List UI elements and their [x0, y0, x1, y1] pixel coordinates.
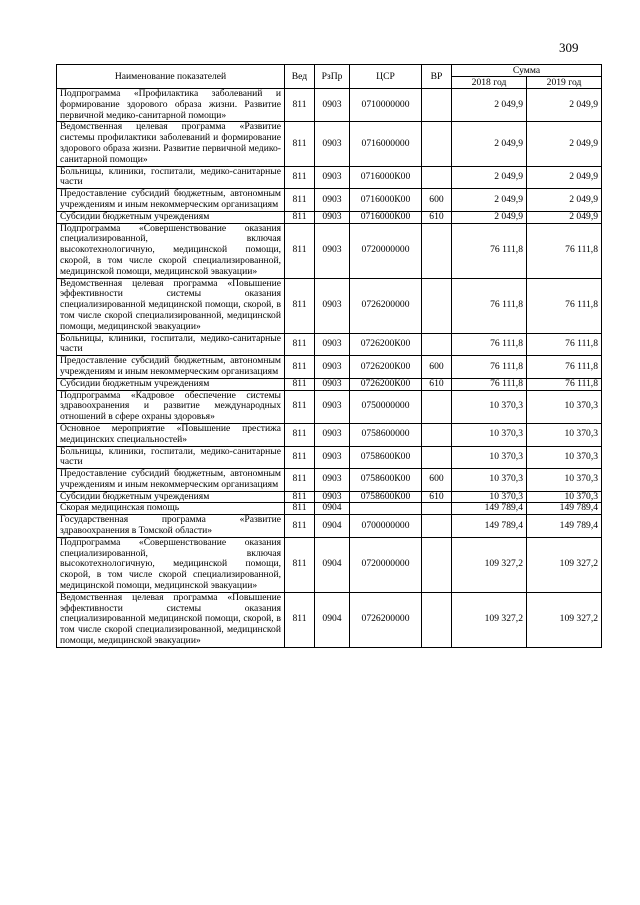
table-row	[57, 446, 602, 469]
cell-rzpr: 0903	[315, 333, 350, 356]
cell-vr: 610	[422, 211, 452, 223]
cell-csr: 0758600000	[350, 423, 422, 446]
cell-name: Ведомственная целевая программа «Повышение эффективности системы оказания специализированной медицинской помощи, скорой, в том числе скорой специализированной, медицинской помощи, медицинской эвакуации»	[57, 278, 285, 333]
cell-rzpr: 0903	[315, 423, 350, 446]
cell-name: Подпрограмма «Кадровое обеспечение системы здравоохранения и развитие международных отношений в сфере охраны здоровья»	[57, 390, 285, 423]
cell-2018: 10 370,3	[452, 390, 527, 423]
cell-2018: 76 111,8	[452, 356, 527, 379]
cell-rzpr: 0903	[315, 469, 350, 492]
cell-rzpr: 0903	[315, 166, 350, 189]
cell-2019: 76 111,8	[527, 356, 602, 379]
header-vr: ВР	[422, 65, 452, 89]
cell-name: Субсидии бюджетным учреждениям	[57, 378, 285, 390]
cell-vr: 610	[422, 378, 452, 390]
cell-2019: 76 111,8	[527, 278, 602, 333]
cell-2019: 10 370,3	[527, 423, 602, 446]
cell-ved: 811	[285, 423, 315, 446]
cell-rzpr: 0903	[315, 390, 350, 423]
cell-name: Предоставление субсидий бюджетным, автономным учреждениям и иным некоммерческим организациям	[57, 356, 285, 379]
cell-csr: 0716000К00	[350, 211, 422, 223]
cell-vr: 600	[422, 469, 452, 492]
cell-csr: 0720000000	[350, 223, 422, 278]
cell-2018: 2 049,9	[452, 189, 527, 212]
cell-rzpr: 0903	[315, 122, 350, 166]
table-row	[57, 223, 602, 278]
cell-rzpr: 0903	[315, 446, 350, 469]
cell-name: Больницы, клиники, госпитали, медико-санитарные части	[57, 333, 285, 356]
cell-2019: 10 370,3	[527, 469, 602, 492]
cell-2018: 10 370,3	[452, 491, 527, 503]
cell-2019: 2 049,9	[527, 211, 602, 223]
cell-rzpr: 0904	[315, 515, 350, 538]
cell-name: Больницы, клиники, госпитали, медико-санитарные части	[57, 166, 285, 189]
table-row	[57, 278, 602, 333]
cell-vr: 600	[422, 356, 452, 379]
cell-2019: 10 370,3	[527, 390, 602, 423]
table-row	[57, 378, 602, 390]
cell-2018: 109 327,2	[452, 537, 527, 592]
table-row	[57, 390, 602, 423]
cell-ved: 811	[285, 189, 315, 212]
cell-ved: 811	[285, 166, 315, 189]
table-row	[57, 503, 602, 515]
cell-ved: 811	[285, 223, 315, 278]
cell-name: Предоставление субсидий бюджетным, автономным учреждениям и иным некоммерческим организациям	[57, 189, 285, 212]
cell-2018: 76 111,8	[452, 223, 527, 278]
cell-name: Подпрограмма «Профилактика заболеваний и формирование здорового образа жизни. Развитие первичной медико-санитарной помощи»	[57, 89, 285, 122]
cell-2019: 76 111,8	[527, 378, 602, 390]
cell-name: Ведомственная целевая программа «Повышение эффективности системы оказания специализированной медицинской помощи, скорой, в том числе скорой специализированной, медицинской помощи, медицинской эвакуации»	[57, 592, 285, 647]
table-row	[57, 211, 602, 223]
cell-name: Основное мероприятие «Повышение престижа медицинских специальностей»	[57, 423, 285, 446]
cell-2019: 76 111,8	[527, 333, 602, 356]
cell-csr: 0720000000	[350, 537, 422, 592]
cell-2018: 76 111,8	[452, 333, 527, 356]
table-body	[57, 89, 602, 648]
header-rzpr: РзПр	[315, 65, 350, 89]
cell-csr: 0758600К00	[350, 491, 422, 503]
cell-ved: 811	[285, 537, 315, 592]
cell-csr: 0726200000	[350, 278, 422, 333]
cell-2018: 149 789,4	[452, 503, 527, 515]
cell-rzpr: 0903	[315, 223, 350, 278]
cell-ved: 811	[285, 592, 315, 647]
cell-ved: 811	[285, 356, 315, 379]
cell-csr: 0700000000	[350, 515, 422, 538]
table-row	[57, 469, 602, 492]
cell-rzpr: 0904	[315, 503, 350, 515]
header-csr: ЦСР	[350, 65, 422, 89]
table-row	[57, 189, 602, 212]
cell-csr	[350, 503, 422, 515]
cell-2018: 10 370,3	[452, 446, 527, 469]
cell-2018: 149 789,4	[452, 515, 527, 538]
cell-ved: 811	[285, 278, 315, 333]
cell-2019: 109 327,2	[527, 592, 602, 647]
cell-vr	[422, 390, 452, 423]
cell-name: Больницы, клиники, госпитали, медико-санитарные части	[57, 446, 285, 469]
cell-vr	[422, 423, 452, 446]
cell-rzpr: 0903	[315, 356, 350, 379]
table-row	[57, 423, 602, 446]
cell-ved: 811	[285, 469, 315, 492]
cell-vr	[422, 166, 452, 189]
cell-2019: 2 049,9	[527, 89, 602, 122]
cell-2019: 10 370,3	[527, 491, 602, 503]
cell-rzpr: 0903	[315, 211, 350, 223]
cell-csr: 0716000К00	[350, 166, 422, 189]
cell-2018: 10 370,3	[452, 469, 527, 492]
cell-2018: 109 327,2	[452, 592, 527, 647]
cell-2019: 10 370,3	[527, 446, 602, 469]
header-year-2018: 2018 год	[452, 77, 527, 89]
cell-csr: 0758600К00	[350, 469, 422, 492]
cell-ved: 811	[285, 211, 315, 223]
cell-csr: 0726200К00	[350, 356, 422, 379]
header-year-2019: 2019 год	[527, 77, 602, 89]
cell-vr	[422, 515, 452, 538]
cell-vr	[422, 333, 452, 356]
cell-vr	[422, 223, 452, 278]
cell-2018: 2 049,9	[452, 89, 527, 122]
cell-vr: 600	[422, 189, 452, 212]
cell-ved: 811	[285, 122, 315, 166]
cell-name: Предоставление субсидий бюджетным, автономным учреждениям и иным некоммерческим организациям	[57, 469, 285, 492]
cell-vr	[422, 446, 452, 469]
table-row	[57, 166, 602, 189]
cell-name: Подпрограмма «Совершенствование оказания специализированной, включая высокотехнологичную, медицинской помощи, скорой, в том числе скорой специализированной, медицинской помощи, медицинской эвакуации»	[57, 223, 285, 278]
cell-ved: 811	[285, 503, 315, 515]
cell-rzpr: 0903	[315, 491, 350, 503]
cell-ved: 811	[285, 390, 315, 423]
cell-name: Скорая медицинская помощь	[57, 503, 285, 515]
cell-csr: 0710000000	[350, 89, 422, 122]
cell-rzpr: 0903	[315, 278, 350, 333]
cell-2018: 2 049,9	[452, 166, 527, 189]
table-row	[57, 491, 602, 503]
cell-csr: 0716000К00	[350, 189, 422, 212]
cell-rzpr: 0903	[315, 189, 350, 212]
table-row	[57, 515, 602, 538]
table-row	[57, 537, 602, 592]
cell-vr	[422, 537, 452, 592]
cell-csr: 0726200000	[350, 592, 422, 647]
page-number: 309	[559, 40, 579, 55]
header-ved: Вед	[285, 65, 315, 89]
budget-table	[56, 64, 602, 648]
cell-name: Субсидии бюджетным учреждениям	[57, 491, 285, 503]
cell-2019: 109 327,2	[527, 537, 602, 592]
cell-ved: 811	[285, 378, 315, 390]
cell-csr: 0750000000	[350, 390, 422, 423]
cell-csr: 0726200К00	[350, 333, 422, 356]
cell-2018: 2 049,9	[452, 211, 527, 223]
cell-rzpr: 0903	[315, 89, 350, 122]
cell-name: Подпрограмма «Совершенствование оказания специализированной, включая высокотехнологичную, медицинской помощи, скорой, в том числе скорой специализированной, медицинской помощи, медицинской эвакуации»	[57, 537, 285, 592]
cell-ved: 811	[285, 515, 315, 538]
cell-vr: 610	[422, 491, 452, 503]
cell-2018: 76 111,8	[452, 278, 527, 333]
cell-csr: 0726200К00	[350, 378, 422, 390]
table-row	[57, 592, 602, 647]
cell-name: Ведомственная целевая программа «Развитие системы профилактики заболеваний и формирование здорового образа жизни. Развитие первичной медико-санитарной помощи»	[57, 122, 285, 166]
cell-2018: 2 049,9	[452, 122, 527, 166]
cell-name: Субсидии бюджетным учреждениям	[57, 211, 285, 223]
cell-vr	[422, 122, 452, 166]
cell-2018: 76 111,8	[452, 378, 527, 390]
cell-2019: 2 049,9	[527, 189, 602, 212]
cell-ved: 811	[285, 333, 315, 356]
cell-vr	[422, 278, 452, 333]
cell-vr	[422, 89, 452, 122]
cell-2019: 149 789,4	[527, 503, 602, 515]
cell-rzpr: 0903	[315, 378, 350, 390]
cell-2019: 2 049,9	[527, 122, 602, 166]
cell-csr: 0716000000	[350, 122, 422, 166]
cell-rzpr: 0904	[315, 592, 350, 647]
cell-ved: 811	[285, 446, 315, 469]
cell-ved: 811	[285, 89, 315, 122]
cell-name: Государственная программа «Развитие здравоохранения в Томской области»	[57, 515, 285, 538]
cell-vr	[422, 592, 452, 647]
cell-vr	[422, 503, 452, 515]
header-name: Наименование показателей	[57, 65, 285, 89]
cell-2019: 149 789,4	[527, 515, 602, 538]
cell-2019: 76 111,8	[527, 223, 602, 278]
cell-2018: 10 370,3	[452, 423, 527, 446]
cell-csr: 0758600К00	[350, 446, 422, 469]
table-row	[57, 122, 602, 166]
header-sum: Сумма	[452, 65, 602, 77]
table-row	[57, 89, 602, 122]
table-row	[57, 356, 602, 379]
table-row	[57, 333, 602, 356]
cell-ved: 811	[285, 491, 315, 503]
cell-2019: 2 049,9	[527, 166, 602, 189]
cell-rzpr: 0904	[315, 537, 350, 592]
